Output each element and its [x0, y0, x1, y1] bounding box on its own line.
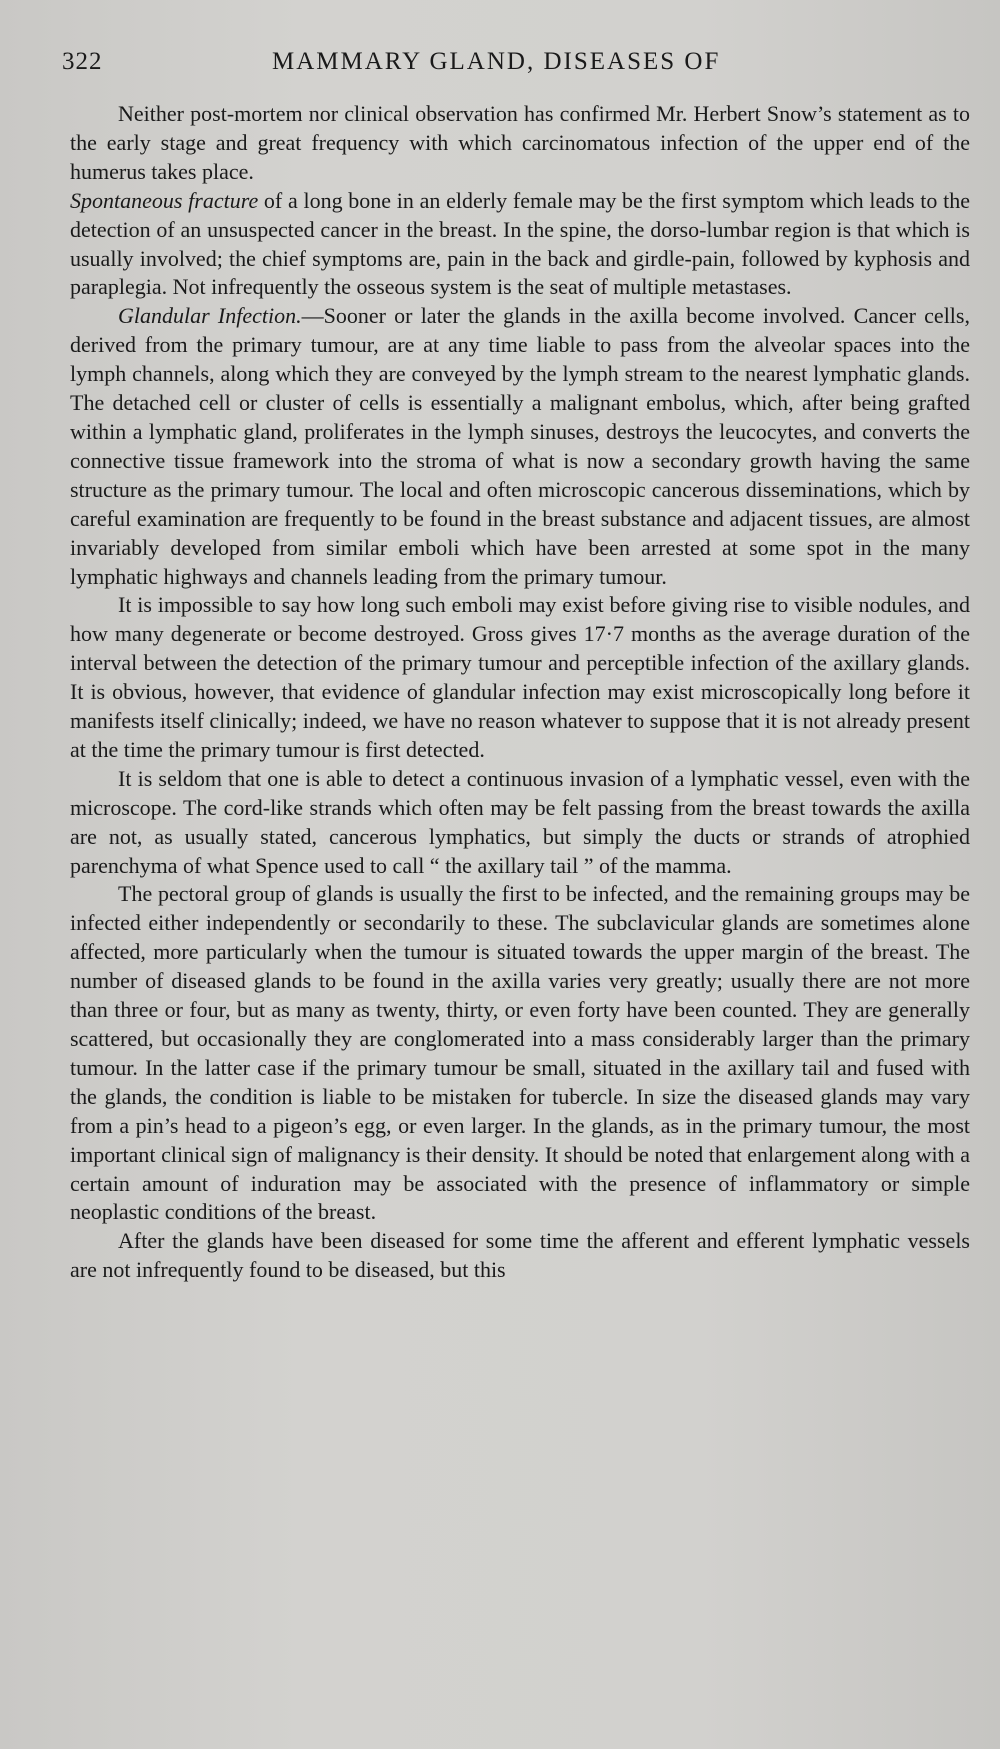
paragraph-2-lead: Spontaneous fracture [70, 187, 259, 213]
paragraph-4-text: It is impossible to say how long such emboli may exist before giving rise to visible nodules, and how many degenerate or become destroyed. Gross gives 17·7 months as the average duration of the interval between the detection of the primary tumour and perceptible infection of the axillary glands. It is obvious, however, that evidence of glandular infection may exist microscopically long before it manifests itself clinically; indeed, we have no reason whatever to suppose that it is not already present at the time the primary tumour is first detected. [70, 592, 970, 762]
paragraph-5 [70, 765, 970, 881]
paragraph-1-text: Neither post-mortem nor clinical observation has confirmed Mr. Herbert Snow’s statement as to the early stage and great frequency with which carcinomatous infection of the upper end of the humerus takes place. [70, 101, 970, 184]
paragraph-1 [70, 100, 970, 187]
paragraph-3-text: —Sooner or later the glands in the axilla become involved. Cancer cells, derived from the primary tumour, are at any time liable to pass from the alveolar spaces into the lymph channels, along which they are conveyed by the lymph stream to the nearest lymphatic glands. The detached cell or cluster of cells is essentially a malignant embolus, which, after being grafted within a lymphatic gland, proliferates in the lymph sinuses, destroys the leucocytes, and converts the connective tissue framework into the stroma of what is now a secondary growth having the same structure as the primary tumour. The local and often microscopic cancerous disseminations, which by careful examination are frequently to be found in the breast substance and adjacent tissues, are almost invariably developed from similar emboli which have been arrested at some spot in the many lymphatic highways and channels leading from the primary tumour. [70, 303, 970, 589]
paragraph-5-text: It is seldom that one is able to detect a continuous invasion of a lymphatic vessel, even with the microscope. The cord-like strands which often may be felt passing from the breast towards the axilla are not, as usually stated, cancerous lymphatics, but simply the ducts or strands of atrophied parenchyma of what Spence used to call “ the axillary tail ” of the mamma. [70, 765, 970, 878]
paragraph-6 [70, 880, 970, 1227]
paragraph-2 [70, 187, 970, 303]
paragraph-6-text: The pectoral group of glands is usually the first to be infected, and the remaining groups may be infected either independently or secondarily to these. The subclavicular glands are sometimes alone affected, more particularly when the tumour is situated towards the upper margin of the breast. The number of diseased glands to be found in the axilla varies very greatly; usually there are not more than three or four, but as many as twenty, thirty, or even forty have been counted. They are generally scattered, but occasionally they are conglomerated into a mass considerably larger than the primary tumour. In the latter case if the primary tumour be small, situated in the axillary tail and fused with the glands, the condition is liable to be mistaken for tubercle. In size the diseased glands may vary from a pin’s head to a pigeon’s egg, or even larger. In the glands, as in the primary tumour, the most important clinical sign of malignancy is their density. It should be noted that enlargement along with a certain amount of induration may be associated with the presence of inflammatory or simple neoplastic conditions of the breast. [70, 881, 970, 1225]
paragraph-4 [70, 591, 970, 764]
paragraph-3 [70, 302, 970, 591]
paragraph-3-lead: Glandular Infection. [118, 303, 302, 329]
running-head: MAMMARY GLAND, DISEASES OF [272, 48, 721, 75]
paragraph-7 [70, 1227, 970, 1285]
paragraph-7-text: After the glands have been diseased for some time the afferent and efferent lymphatic vessels are not infrequently found to be diseased, but this [70, 1228, 970, 1283]
page-number: 322 [62, 48, 103, 75]
body-text [70, 100, 970, 1285]
paragraph-2-text: of a long bone in an elderly female may be the first symptom which leads to the detection of an unsuspected cancer in the breast. In the spine, the dorso-lumbar region is that which is usually involved; the chief symptoms are, pain in the back and girdle-pain, followed by kyphosis and paraplegia. Not infrequently the osseous system is the seat of multiple metastases. [70, 187, 970, 300]
page-header [62, 48, 938, 88]
